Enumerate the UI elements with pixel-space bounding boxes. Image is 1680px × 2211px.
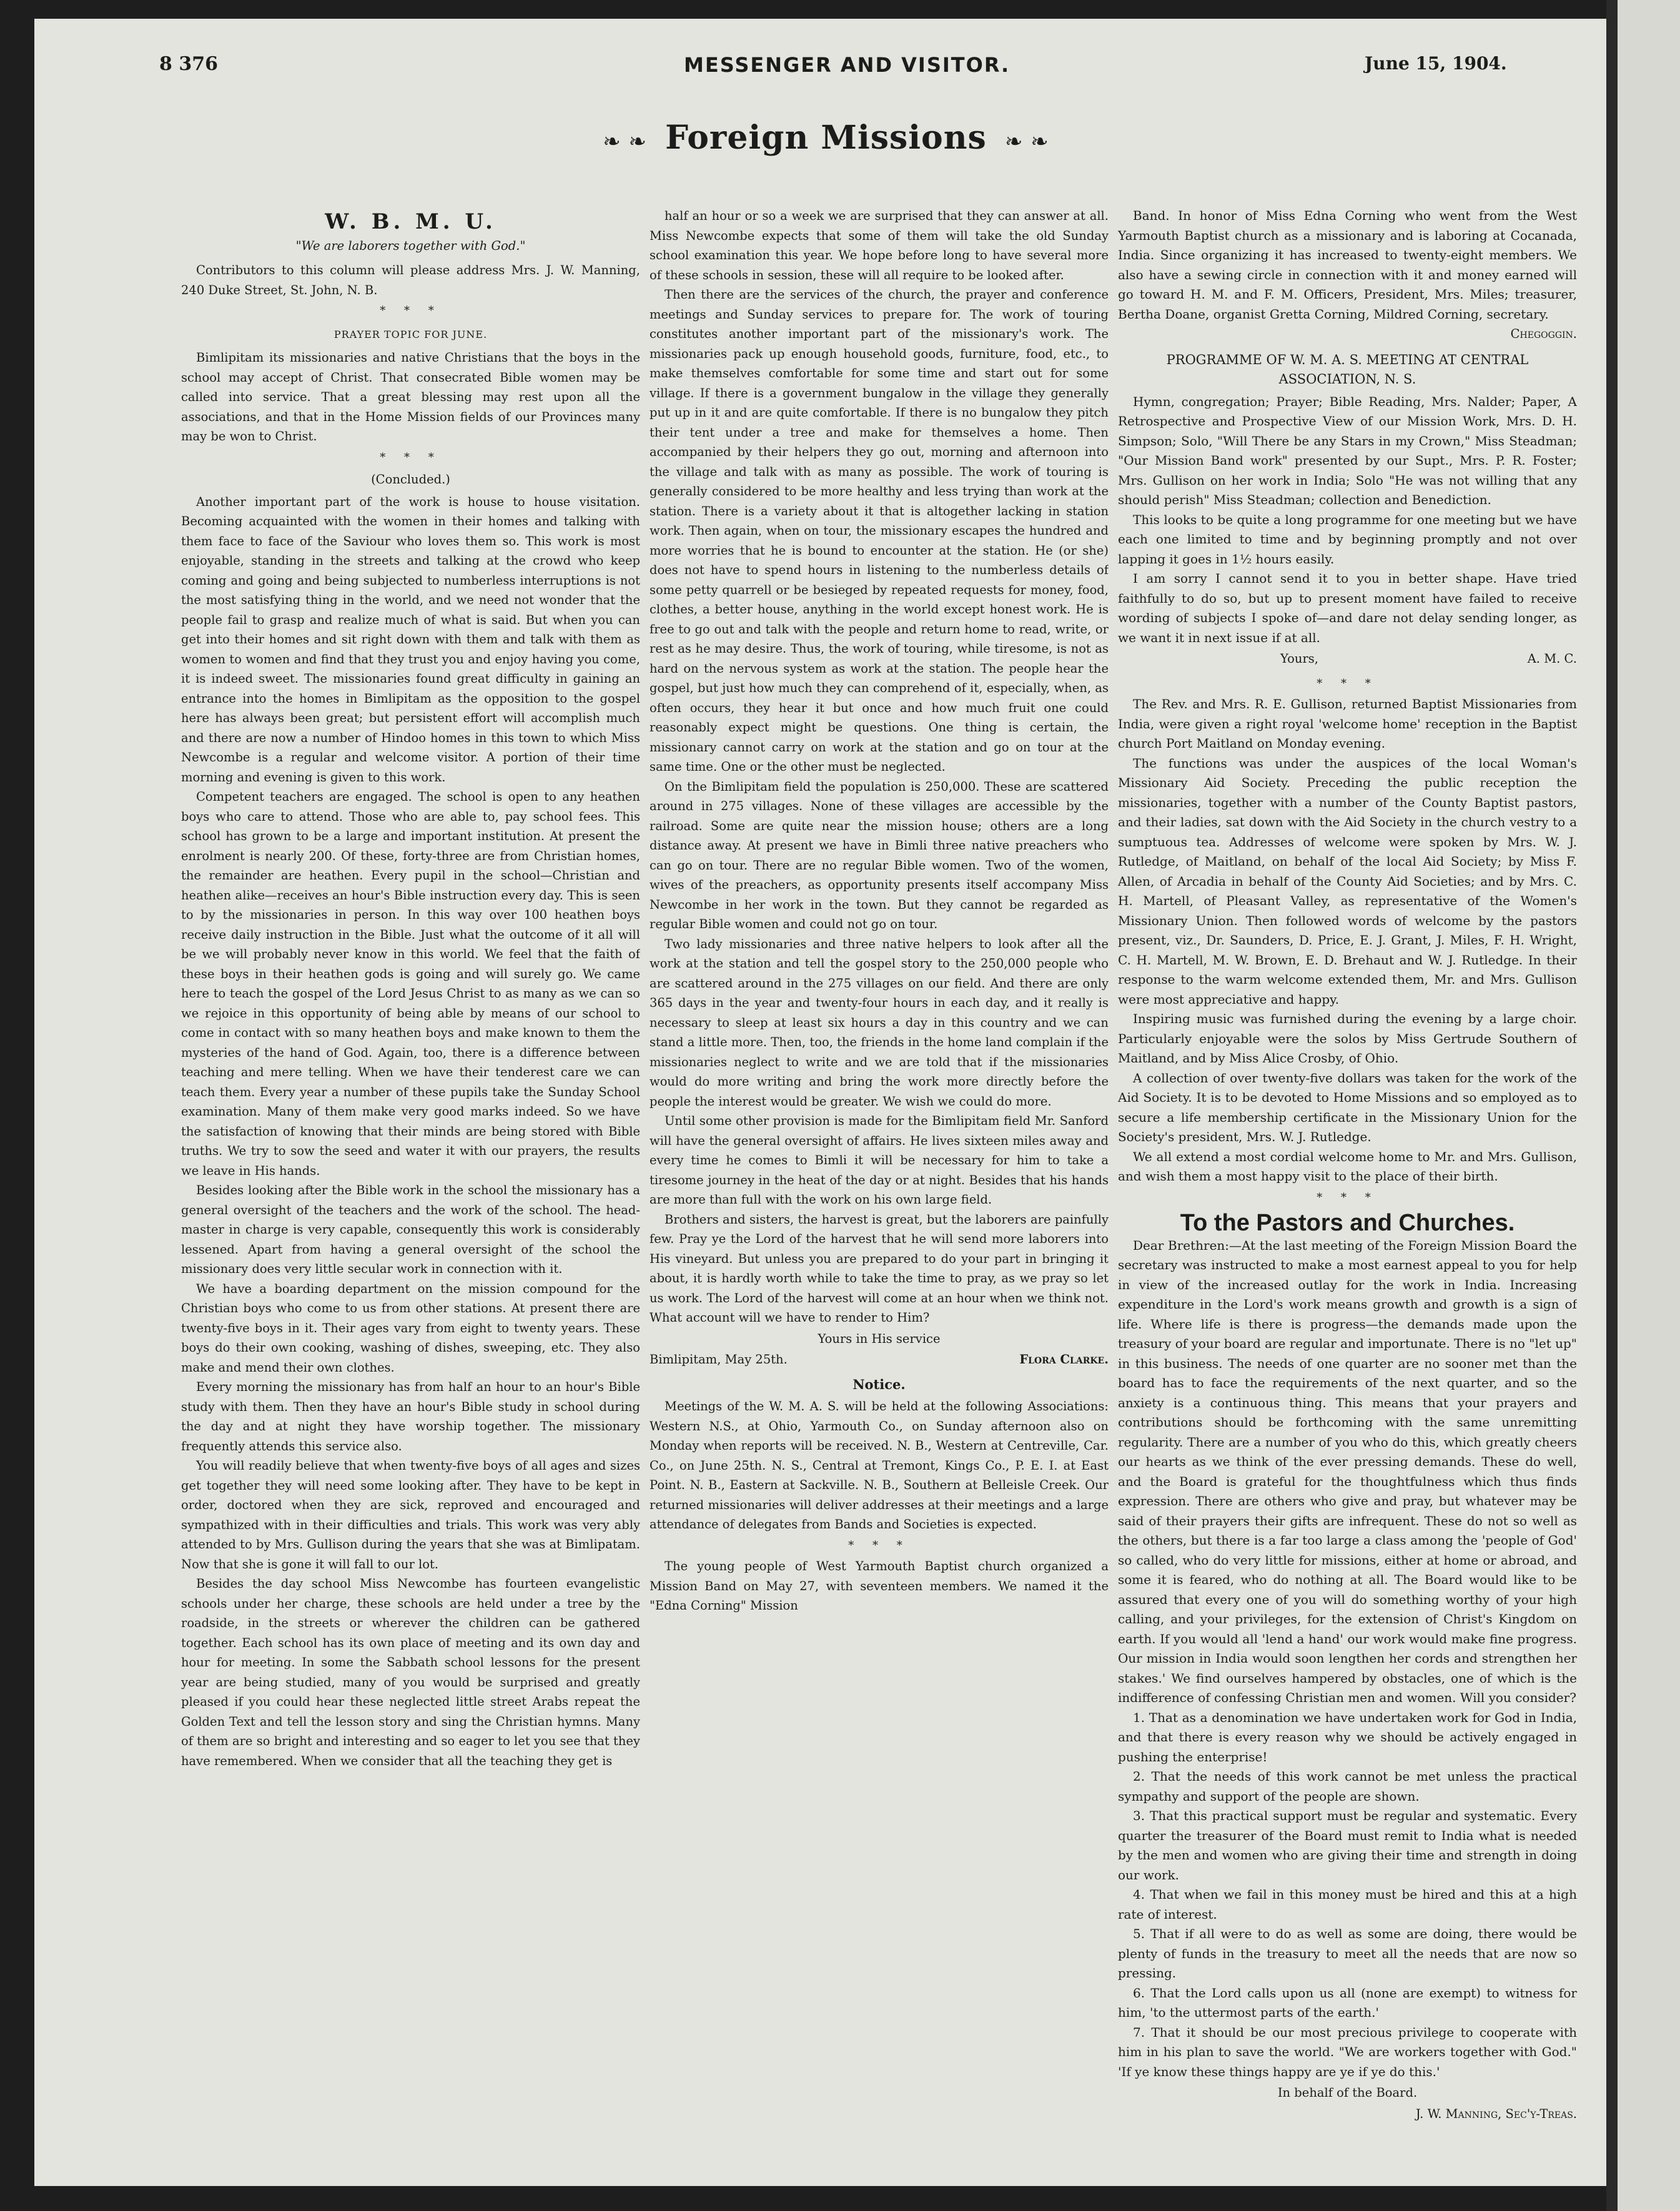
article-paragraph: Then there are the services of the church, the prayer and conference meetings and Sunday services to prepare for. The work of touring constitutes another important part of the missionary's work. The missionaries pack up enough household goods, furniture, food, etc., to make themselves comfortable for some time and start out for some village. If there is a government bungalow in the village they generally put up in it and are quite comfortable. If there is no bungalow they pitch their tent under a tree and make for themselves a home. Then accompanied by their helpers they go out, morning and afternoon into the village and talk with as many as possible. The work of touring is generally considered to be more healthy and less trying than work at the station. There is a variety about it that is altogether lacking in station work. Then again, when on tour, the missionary escapes the hundred and more worries that he is bound to encounter at the station. He (or she) does not have to spend hours in listening to the numberless details of some petty quarrell or be besieged by repeated requests for money, food, clothes, a better house, anything in the world except honest work. He is free to go out and talk with the people and return home to read, write, or rest as he may desire. Thus, the work of touring, while tiresome, is not as hard on the nervous system as work at the station. The people hear the gospel, but just how much they can comprehend of it, especially, when, as often occurs, they hear it but once and how much fruit one could reasonably expect might be questions. One thing is certain, the missionary cannot carry on work at the station and go on tour at the same time. One or the other must be neglected. [650, 287, 1109, 774]
prayer-topic-heading: PRAYER TOPIC FOR JUNE. [334, 328, 488, 340]
article-paragraph: Until some other provision is made for the Bimlipitam field Mr. Sanford will have the general oversight of affairs. He lives sixteen miles away and every time he comes to Bimli it will be necessary for him to take a tiresome journey in the heat of the day or at night. Besides that his hands are more than full with the work on his own large field. [650, 1114, 1109, 1207]
notice-paragraph: Meetings of the W. M. A. S. will be held at the following Associations: Western N.S., at Ohio, Yarmouth Co., on Sunday afternoon also on Monday when reports will be received. N. B., Western at Centreville, Car. Co., on June 25th. N. S., Central at Tremont, Kings Co., P. E. I. at East Point. N. B., Eastern at Sackville. N. B., Southern at Belleisle Creek. Our returned missionaries will deliver addresses at their meetings and a large attendance of delegates from Bands and Societies is expected. [650, 1399, 1109, 1531]
article-paragraph: The functions was under the auspices of the local Woman's Missionary Aid Society. Preceding the public reception the missionaries, together with a number of the County Baptist pastors, and their ladies, sat down with the Aid Society in the church vestry to a sumptuous tea. Addresses of welcome were spoken by Mrs. W. J. Rutledge, of Maitland, on behalf of the local Aid Society; by Miss F. Allen, of Arcadia in behalf of the County Aid Societies; and by Mrs. C. H. Martell, of Pleasant Valley, as representative of the Women's Missionary Union. Then followed words of welcome by the pastors present, viz., Dr. Saunders, D. Price, E. J. Grant, J. Miles, F. H. Wright, C. H. Martell, M. W. Brown, E. D. Brehaut and W. J. Rutledge. In their response to the warm welcome extended them, Mr. and Mrs. Gullison were most appreciative and happy. [1118, 755, 1577, 1007]
list-item: 2. That the needs of this work cannot be met unless the practical sympathy and support of the people are shown. [1118, 1769, 1577, 1804]
article-paragraph: The young people of West Yarmouth Baptist church organized a Mission Band on May 27, with seventeen members. We named it the "Edna Corning" Mission [650, 1559, 1109, 1613]
masthead: MESSENGER AND VISITOR. [684, 53, 1010, 77]
programme-heading: PROGRAMME OF W. M. A. S. MEETING AT CENTRAL ASSOCIATION, N. S. [1166, 352, 1529, 387]
wbmu-heading: W. B. M. U. [325, 209, 497, 234]
article-paragraph: Every morning the missionary has from half an hour to an hour's Bible study with them. Then they have an hour's Bible study in school during the day and at night they have worship together. The missionary frequently attends this service also. [181, 1380, 640, 1453]
motto: "We are laborers together with God." [295, 238, 526, 253]
article-paragraph: Two lady missionaries and three native helpers to look after all the work at the station and tell the gospel story to the 250,000 people who are scattered around in the 275 villages on our field. And there are only 365 days in the year and twenty-four hours in each day, and it really is necessary to sleep at least six hours a day in this country and we can stand a little more. Then, too, the friends in the home land complain if the missionaries neglect to write and we are told that if the missionaries would do more writing and bring the work more directly before the people the interest would be greater. We wish we could do more. [650, 936, 1109, 1109]
column-3 [1118, 206, 1577, 2167]
final-signature: J. W. Manning, Sec'y-Treas. [1415, 2106, 1577, 2121]
concluded-note: (Concluded.) [371, 472, 450, 487]
column-2 [650, 206, 1109, 2167]
section-title [34, 119, 1618, 157]
article-paragraph: Another important part of the work is house to house visitation. Becoming acquainted with the women in their homes and talking with them face to face of the Saviour who loves them so. This work is most enjoyable, standing in the streets and talking at the crowd who keep coming and going and being subjected to numberless interruptions is not the most satisfying thing in the world, and we need not wonder that the people fail to grasp and realize much of what is said. But when you can get into their homes and sit right down with them and talk with them as women to women and find that they trust you and enjoy having you come, it is indeed sweet. The missionaries found great difficulty in gaining an entrance into the homes in Bimlipitam as the opposition to the gospel here has always been great; but persistent effort will accomplish much and there are now a number of Hindoo homes in this town to which Miss Newcombe is a regular and welcome visitor. A portion of their time morning and evening is given to this work. [181, 494, 640, 784]
issue-date: June 15, 1904. [1365, 53, 1507, 74]
article-paragraph: The Rev. and Mrs. R. E. Gullison, returned Baptist Missionaries from India, were given a right royal 'welcome home' reception in the Baptist church Port Maitland on Monday evening. [1118, 696, 1577, 751]
article-paragraph: We all extend a most cordial welcome home to Mr. and Mrs. Gullison, and wish them a most happy visit to the place of their birth. [1118, 1149, 1577, 1184]
page-number: 8 376 [159, 53, 218, 75]
closing-line: Yours in His service [818, 1331, 941, 1346]
article-paragraph: Dear Brethren:—At the last meeting of the Foreign Mission Board the secretary was instructed to make a most earnest appeal to you for help in view of the increased outlay for the work in India. Increasing expenditure in the Lord's work means growth and growth is a sign of life. Where life is there is progress—the demands made upon the treasury of your board are regular and importunate. There is no "let up" in this business. The needs of one quarter are no sooner met than the board has to face the requirements of the next quarter, and so the anxiety is a continuous thing. This means that your prayers and contributions should be forthcoming with the same unremitting regularity. There are a number of you who do this, which greatly cheers our hearts as we think of the ever pressing demands. These do well, and the Board is grateful for the thoughtfulness which thus finds expression. There are others who give and pray, but whatever may be said of their prayers their gifts are infrequent. These do not so well as the others, but there is a far too large a class among the 'people of God' so called, who do very little for missions, either at home or abroad, and some it is feared, who do nothing at all. The Board would like to be assured that every one of you will do something worthy of your high calling, and your privileges, for the extension of Christ's Kingdom on earth. If you would all 'lend a hand' our work would make fine progress. Our mission in India would soon lengthen her cords and strengthen her stakes.' We find ourselves hampered by obstacles, one of which is the indifference of confessing Christian men and women. Will you consider? [1118, 1237, 1577, 1705]
pastors-heading: To the Pastors and Churches. [1180, 1210, 1515, 1236]
notice-heading: Notice. [852, 1376, 906, 1392]
leaf-ornament-icon: ❧ ❧ [1004, 129, 1049, 154]
contributors-note: Contributors to this column will please address Mrs. J. W. Manning, 240 Duke Street, St. John, N. B. [181, 263, 640, 297]
adjacent-page-edge [1618, 0, 1680, 2211]
article-paragraph: Brothers and sisters, the harvest is great, but the laborers are painfully few. Pray ye the Lord of the harvest that he will send more laborers into His vineyard. But unless you are prepared to do your part in bringing it about, it is hardly worth while to take the time to pray, as we pray so let us work. The Lord of the harvest will come at an hour when we think not. What account will we have to render to Him? [650, 1212, 1109, 1325]
list-item: 4. That when we fail in this money must be hired and this at a high rate of interest. [1118, 1887, 1577, 1922]
article-paragraph: Competent teachers are engaged. The school is open to any heathen boys who care to attend. Those who are able to, pay school fees. This school has grown to be a large and important institution. At present the enrolment is nearly 200. Of these, forty-three are from Christian homes, the remainder are heathen. Every pupil in the school—Christian and heathen alike—receives an hour's Bible instruction every day. This is seen to by the missionaries in person. In this way over 100 heathen boys receive daily instruction in the Bible. Just what the outcome of it all will be we will probably never know in this world. We feel that the faith of these boys in their heathen gods is going and will surely go. We came here to teach the gospel of the Lord Jesus Christ to as many as we can so we rejoice in this opportunity of being able by means of our school to come in contact with so many heathen boys and make known to them the mysteries of the hand of God. Again, too, there is a difference between teaching and mere telling. When we have their tenderest care we can teach them. Every year a number of these pupils take the Sunday School examination. Many of them make very good marks indeed. So we have the satisfaction of knowing that their minds are being stored with Bible truths. We try to sow the seed and water it with our prayers, the results we leave in His hands. [181, 789, 640, 1178]
programme-paragraph: This looks to be quite a long programme for one meeting but we have each one limited to time and by beginning promptly and not over lapping it goes in 1½ hours easily. [1118, 512, 1577, 566]
signature-line [650, 1350, 1109, 1370]
list-item: 5. That if all were to do as well as some are doing, there would be plenty of funds in the treasury to meet all the needs that are now so pressing. [1118, 1926, 1577, 1981]
separator-stars: * * * [1317, 1190, 1378, 1204]
separator-stars: * * * [848, 1538, 910, 1552]
article-paragraph: You will readily believe that when twenty-five boys of all ages and sizes get together they will need some looking after. They have to be kept in order, doctored when they are sick, reproved and encouraged and sympathized with in their difficulties and trials. This work was very ably attended to by Mrs. Gullison during the years that she was at Bimlipatam. Now that she is gone it will fall to our lot. [181, 1458, 640, 1571]
signature: Chegoggin. [1510, 327, 1577, 341]
article-paragraph: A collection of over twenty-five dollars was taken for the work of the Aid Society. It is to be devoted to Home Missions and so employed as to secure a life membership certificate in the Missionary Union for the Society's president, Mrs. W. J. Rutledge. [1118, 1070, 1577, 1144]
signature-line [1118, 649, 1577, 669]
separator-stars: * * * [1317, 676, 1378, 690]
column-1 [181, 206, 640, 2167]
programme-paragraph: Hymn, congregation; Prayer; Bible Reading, Mrs. Nalder; Paper, A Retrospective and Prospective View of our Mission Work, Mrs. D. H. Simpson; Solo, "Will There be any Stars in my Crown," Miss Steadman; "Our Mission Band work" presented by our Supt., Mrs. P. R. Foster; Mrs. Gullison on her work in India; Solo "He was not willing that any should perish" Miss Steadman; collection and Benediction. [1118, 393, 1577, 507]
separator-stars: * * * [380, 450, 442, 464]
list-item: 1. That as a denomination we have undertaken work for God in India, and that there is every reason why we should be actively engaged in pushing the enterprise! [1118, 1709, 1577, 1764]
signature: Flora Clarke. [1019, 1352, 1109, 1367]
programme-paragraph: I am sorry I cannot send it to you in better shape. Have tried faithfully to do so, but up to present moment have failed to receive wording of subjects I spoke of—and dare not delay sending longer, as we want it in next issue if at all. [1118, 571, 1577, 645]
page-gutter-shadow [1606, 0, 1618, 2211]
leaf-ornament-icon: ❧ ❧ [603, 129, 648, 154]
article-paragraph: half an hour or so a week we are surprised that they can answer at all. Miss Newcombe expects that some of them will take the old Sunday school examination this year. We hope before long to have several more of these schools in session, these will all require to be looked after. [650, 209, 1109, 282]
closing-line: Yours, [1280, 651, 1319, 666]
prayer-topic: Bimlipitam its missionaries and native Christians that the boys in the school may accept of Christ. That consecrated Bible women may be called into service. That a great blessing may rest upon all the associations, and that in the Home Mission fields of our Provinces many may be won to Christ. [181, 350, 640, 443]
section-title-text: Foreign Missions [665, 119, 987, 157]
signature: A. M. C. [1527, 651, 1577, 666]
article-paragraph: Inspiring music was furnished during the evening by a large choir. Particularly enjoyable were the solos by Miss Gertrude Southern of Maitland, and by Miss Alice Crosby, of Ohio. [1118, 1011, 1577, 1066]
article-paragraph: Band. In honor of Miss Edna Corning who went from the West Yarmouth Baptist church as a missionary and is laboring at Cocanada, India. Since organizing it has increased to twenty-eight members. We also have a sewing circle in connection with it and money earned will go toward H. M. and F. M. Officers, President, Mrs. Miles; treasurer, Bertha Doane, organist Gretta Corning, Mildred Corning, secretary. [1118, 208, 1577, 322]
article-paragraph: On the Bimlipitam field the population is 250,000. These are scattered around in 275 villages. None of these villages are accessible by the railroad. Some are quite near the mission house; others are a long distance away. At present we have in Bimli three native preachers who can go on tour. There are no regular Bible women. Two of the women, wives of the preachers, as opportunity presents itself accompany Miss Newcombe in her work in the town. But they cannot be regarded as regular Bible women and could not go on tour. [650, 779, 1109, 931]
article-paragraph: We have a boarding department on the mission compound for the Christian boys who come to us from other stations. At present there are twenty-five boys in it. Their ages vary from eight to twenty years. These boys do their own cooking, washing of dishes, sweeping, etc. They also make and mend their own clothes. [181, 1281, 640, 1375]
behalf-line: In behalf of the Board. [1277, 2085, 1418, 2100]
list-item: 3. That this practical support must be regular and systematic. Every quarter the treasurer of the Board must remit to India what is needed by the men and women who are giving their time and strength in doing our work. [1118, 1808, 1577, 1882]
list-item: 7. That it should be our most precious privilege to cooperate with him in his plan to save the world. "We are workers together with God." 'If ye know these things happy are ye if ye do this.' [1118, 2024, 1577, 2079]
separator-stars: * * * [380, 304, 442, 317]
place-date: Bimlipitam, May 25th. [650, 1352, 788, 1367]
article-paragraph: Besides the day school Miss Newcombe has fourteen evangelistic schools under her charge, these schools are held under a tree by the roadside, in the streets or wherever the children can be gathered together. Each school has its own place of meeting and its own day and hour for meeting. In some the Sabbath school lessons for the present year are being studied, many of you would be surprised and greatly pleased if you could hear these neglected little street Arabs repeat the Golden Text and tell the lesson story and sing the Christian hymns. Many of them are so bright and interesting and so eager to let you see that they have remembered. When we consider that all the teaching they get is [181, 1576, 640, 1768]
newspaper-page [34, 19, 1618, 2186]
article-paragraph: Besides looking after the Bible work in the school the missionary has a general oversight of the teachers and the work of the school. The head-master in charge is very capable, consequently this work is considerably lessened. Apart from having a general oversight of the school the missionary does very little secular work in connection with it. [181, 1183, 640, 1276]
list-item: 6. That the Lord calls upon us all (none are exempt) to witness for him, 'to the uttermost parts of the earth.' [1118, 1985, 1577, 2020]
